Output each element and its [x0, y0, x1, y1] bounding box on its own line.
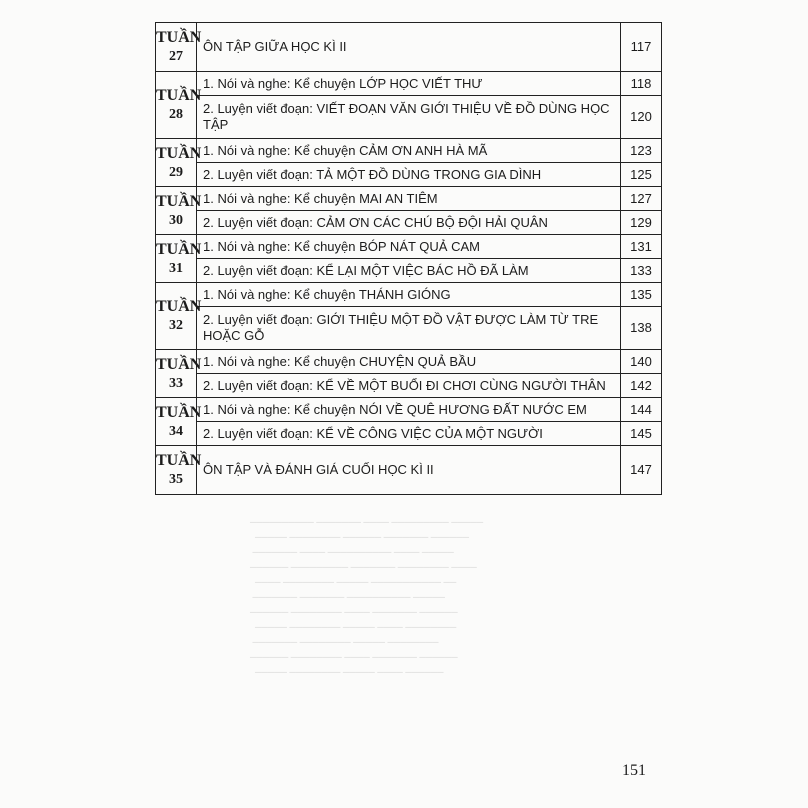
lesson-page: 131 — [621, 235, 662, 259]
lesson-title: ÔN TẬP GIỮA HỌC KÌ II — [197, 23, 621, 72]
lesson-page: 118 — [621, 72, 662, 96]
week-label: TUẦN — [156, 403, 202, 421]
week-label: TUẦN — [156, 298, 202, 315]
toc-row — [156, 139, 662, 163]
lesson-page: 120 — [621, 96, 662, 139]
week-number: 29 — [169, 164, 183, 180]
week-cell — [156, 72, 202, 139]
week-number: 35 — [169, 472, 183, 487]
lesson-title: 1. Nói và nghe: Kể chuyện THÁNH GIÓNG — [197, 283, 621, 307]
week-number: 27 — [169, 49, 183, 64]
toc-row — [156, 187, 662, 211]
lesson-page: 138 — [621, 307, 662, 350]
lesson-title: 2. Luyện viết đoạn: KỂ VỀ MỘT BUỔI ĐI CHƠI CÙNG NGƯỜI THÂN — [197, 374, 621, 398]
lesson-page: 125 — [621, 163, 662, 187]
lesson-page: 127 — [621, 187, 662, 211]
show-through-text: ────────── ─────── ──── ───────── ───── ───── ──────── ────── ─────── ────── ─────── ──── ────────── ──── ───── ────── ───────── ─────── ──────── ──── ──── ──────── ───── ─────────── ── ─────── ─────── ────────── ───── ────── ──────── ──── ─────── ────── ───── ──────── ───── ──── ──────── ─────── ──────── ───── ──────── ────── ──────── ──── ─────── ────── ───── ──────── ───── ──── ────── — [250, 517, 484, 677]
week-cell — [156, 398, 202, 446]
week-label: TUẦN — [156, 355, 202, 373]
week-label: TUẦN — [156, 192, 202, 210]
toc-row — [156, 422, 662, 446]
lesson-page: 133 — [621, 259, 662, 283]
toc-row — [156, 259, 662, 283]
toc-row — [156, 211, 662, 235]
week-number: 32 — [169, 318, 183, 333]
lesson-title: 2. Luyện viết đoạn: TẢ MỘT ĐỒ DÙNG TRONG GIA DÌNH — [197, 163, 621, 187]
week-label: TUẦN — [156, 87, 202, 104]
week-number: 30 — [169, 212, 183, 228]
lesson-title: 2. Luyện viết đoạn: KỂ VỀ CÔNG VIỆC CỦA MỘT NGƯỜI — [197, 422, 621, 446]
week-number: 33 — [169, 375, 183, 391]
toc-row — [156, 72, 662, 96]
lesson-title: 1. Nói và nghe: Kể chuyện CẢM ƠN ANH HÀ MÃ — [197, 139, 621, 163]
toc-row — [156, 350, 662, 374]
lesson-title: 1. Nói và nghe: Kể chuyện CHUYỆN QUẢ BẦU — [197, 350, 621, 374]
table-of-contents — [155, 22, 662, 495]
toc-row — [156, 96, 662, 139]
week-number: 31 — [169, 260, 183, 276]
page-number: 151 — [622, 762, 646, 779]
week-number: 34 — [169, 423, 183, 439]
toc-row — [156, 235, 662, 259]
week-cell — [156, 139, 202, 187]
lesson-title: 2. Luyện viết đoạn: GIỚI THIỆU MỘT ĐỒ VẬT ĐƯỢC LÀM TỪ TRE HOẶC GỖ — [197, 307, 621, 350]
lesson-title: 2. Luyện viết đoạn: VIẾT ĐOẠN VĂN GIỚI THIỆU VỀ ĐỒ DÙNG HỌC TẬP — [197, 96, 621, 139]
toc-row — [156, 398, 662, 422]
week-cell — [156, 187, 202, 235]
lesson-title: 1. Nói và nghe: Kể chuyện BÓP NÁT QUẢ CAM — [197, 235, 621, 259]
lesson-page: 135 — [621, 283, 662, 307]
toc-row — [156, 374, 662, 398]
toc-row — [156, 307, 662, 350]
lesson-title: 2. Luyện viết đoạn: KỂ LẠI MỘT VIỆC BÁC HỒ ĐÃ LÀM — [197, 259, 621, 283]
week-label: TUẦN — [156, 29, 202, 46]
toc-row — [156, 283, 662, 307]
lesson-title: ÔN TẬP VÀ ĐÁNH GIÁ CUỐI HỌC KÌ II — [197, 446, 621, 495]
lesson-title: 1. Nói và nghe: Kể chuyện NÓI VỀ QUÊ HƯƠNG ĐẤT NƯỚC EM — [197, 398, 621, 422]
week-cell — [156, 23, 202, 72]
lesson-page: 144 — [621, 398, 662, 422]
lesson-page: 147 — [621, 446, 662, 495]
toc-row — [156, 23, 662, 72]
lesson-page: 140 — [621, 350, 662, 374]
week-label: TUẦN — [156, 452, 202, 469]
lesson-page: 142 — [621, 374, 662, 398]
week-cell — [156, 283, 202, 350]
lesson-page: 123 — [621, 139, 662, 163]
week-cell — [156, 235, 202, 283]
lesson-title: 2. Luyện viết đoạn: CẢM ƠN CÁC CHÚ BỘ ĐỘI HẢI QUÂN — [197, 211, 621, 235]
week-number: 28 — [169, 107, 183, 122]
lesson-page: 117 — [621, 23, 662, 72]
week-cell — [156, 350, 202, 398]
week-cell — [156, 446, 202, 495]
week-label: TUẦN — [156, 240, 202, 258]
lesson-page: 145 — [621, 422, 662, 446]
toc-row — [156, 446, 662, 495]
lesson-title: 1. Nói và nghe: Kể chuyện MAI AN TIÊM — [197, 187, 621, 211]
week-label: TUẦN — [156, 144, 202, 162]
lesson-title: 1. Nói và nghe: Kể chuyện LỚP HỌC VIẾT THƯ — [197, 72, 621, 96]
toc-row — [156, 163, 662, 187]
lesson-page: 129 — [621, 211, 662, 235]
